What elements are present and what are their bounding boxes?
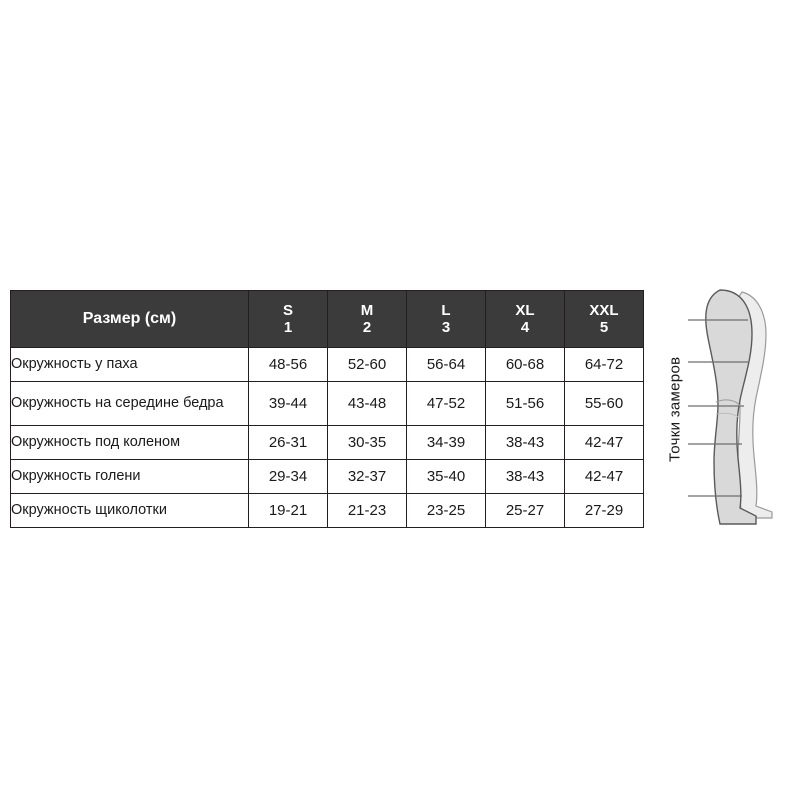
row-label-mid-thigh: Окружность на середине бедра [11, 382, 249, 426]
cell-ankle-m: 21-23 [328, 494, 407, 528]
column-header-m [328, 291, 407, 348]
measurement-points-caption: Точки замеров [666, 356, 684, 462]
column-header-xxl-number: 5 [599, 319, 609, 336]
column-header-s-letter: S [282, 301, 293, 319]
cell-calf-m: 32-37 [328, 460, 407, 494]
column-header-xxl-letter: XXL [589, 301, 619, 319]
cell-calf-xxl: 42-47 [565, 460, 644, 494]
cell-ankle-l: 23-25 [407, 494, 486, 528]
column-header-m-letter: M [360, 301, 374, 319]
cell-mid-thigh-xl: 51-56 [486, 382, 565, 426]
row-label-groin: Окружность у паха [11, 348, 249, 382]
table-head [11, 291, 644, 348]
cell-mid-thigh-m: 43-48 [328, 382, 407, 426]
column-header-s-number: 1 [283, 319, 293, 336]
measurement-figure-area [650, 286, 790, 536]
row-label-ankle: Окружность щиколотки [11, 494, 249, 528]
column-header-xl-letter: XL [515, 301, 535, 319]
column-header-xl-number: 4 [520, 319, 530, 336]
cell-groin-xxl: 64-72 [565, 348, 644, 382]
cell-under-knee-xxl: 42-47 [565, 426, 644, 460]
cell-groin-m: 52-60 [328, 348, 407, 382]
cell-calf-xl: 38-43 [486, 460, 565, 494]
table-row [11, 348, 644, 382]
cell-mid-thigh-xxl: 55-60 [565, 382, 644, 426]
size-table [10, 290, 644, 528]
cell-ankle-s: 19-21 [249, 494, 328, 528]
table-title-cell: Размер (см) [11, 291, 249, 348]
column-header-s [249, 291, 328, 348]
cell-under-knee-l: 34-39 [407, 426, 486, 460]
leg-diagram-icon [686, 286, 790, 532]
cell-groin-l: 56-64 [407, 348, 486, 382]
cell-ankle-xl: 25-27 [486, 494, 565, 528]
cell-mid-thigh-l: 47-52 [407, 382, 486, 426]
cell-under-knee-xl: 38-43 [486, 426, 565, 460]
cell-under-knee-s: 26-31 [249, 426, 328, 460]
column-header-xxl [565, 291, 644, 348]
column-header-xl [486, 291, 565, 348]
table-row [11, 460, 644, 494]
column-header-l-number: 3 [441, 319, 451, 336]
cell-calf-l: 35-40 [407, 460, 486, 494]
cell-groin-xl: 60-68 [486, 348, 565, 382]
column-header-l [407, 291, 486, 348]
column-header-m-number: 2 [362, 319, 372, 336]
table-header-row [11, 291, 644, 348]
table-row [11, 426, 644, 460]
cell-calf-s: 29-34 [249, 460, 328, 494]
cell-mid-thigh-s: 39-44 [249, 382, 328, 426]
table-row [11, 382, 644, 426]
row-label-under-knee: Окружность под коленом [11, 426, 249, 460]
row-label-calf: Окружность голени [11, 460, 249, 494]
table-body [11, 348, 644, 528]
size-table-container [10, 290, 643, 528]
cell-ankle-xxl: 27-29 [565, 494, 644, 528]
cell-groin-s: 48-56 [249, 348, 328, 382]
cell-under-knee-m: 30-35 [328, 426, 407, 460]
column-header-l-letter: L [441, 301, 451, 319]
table-row [11, 494, 644, 528]
